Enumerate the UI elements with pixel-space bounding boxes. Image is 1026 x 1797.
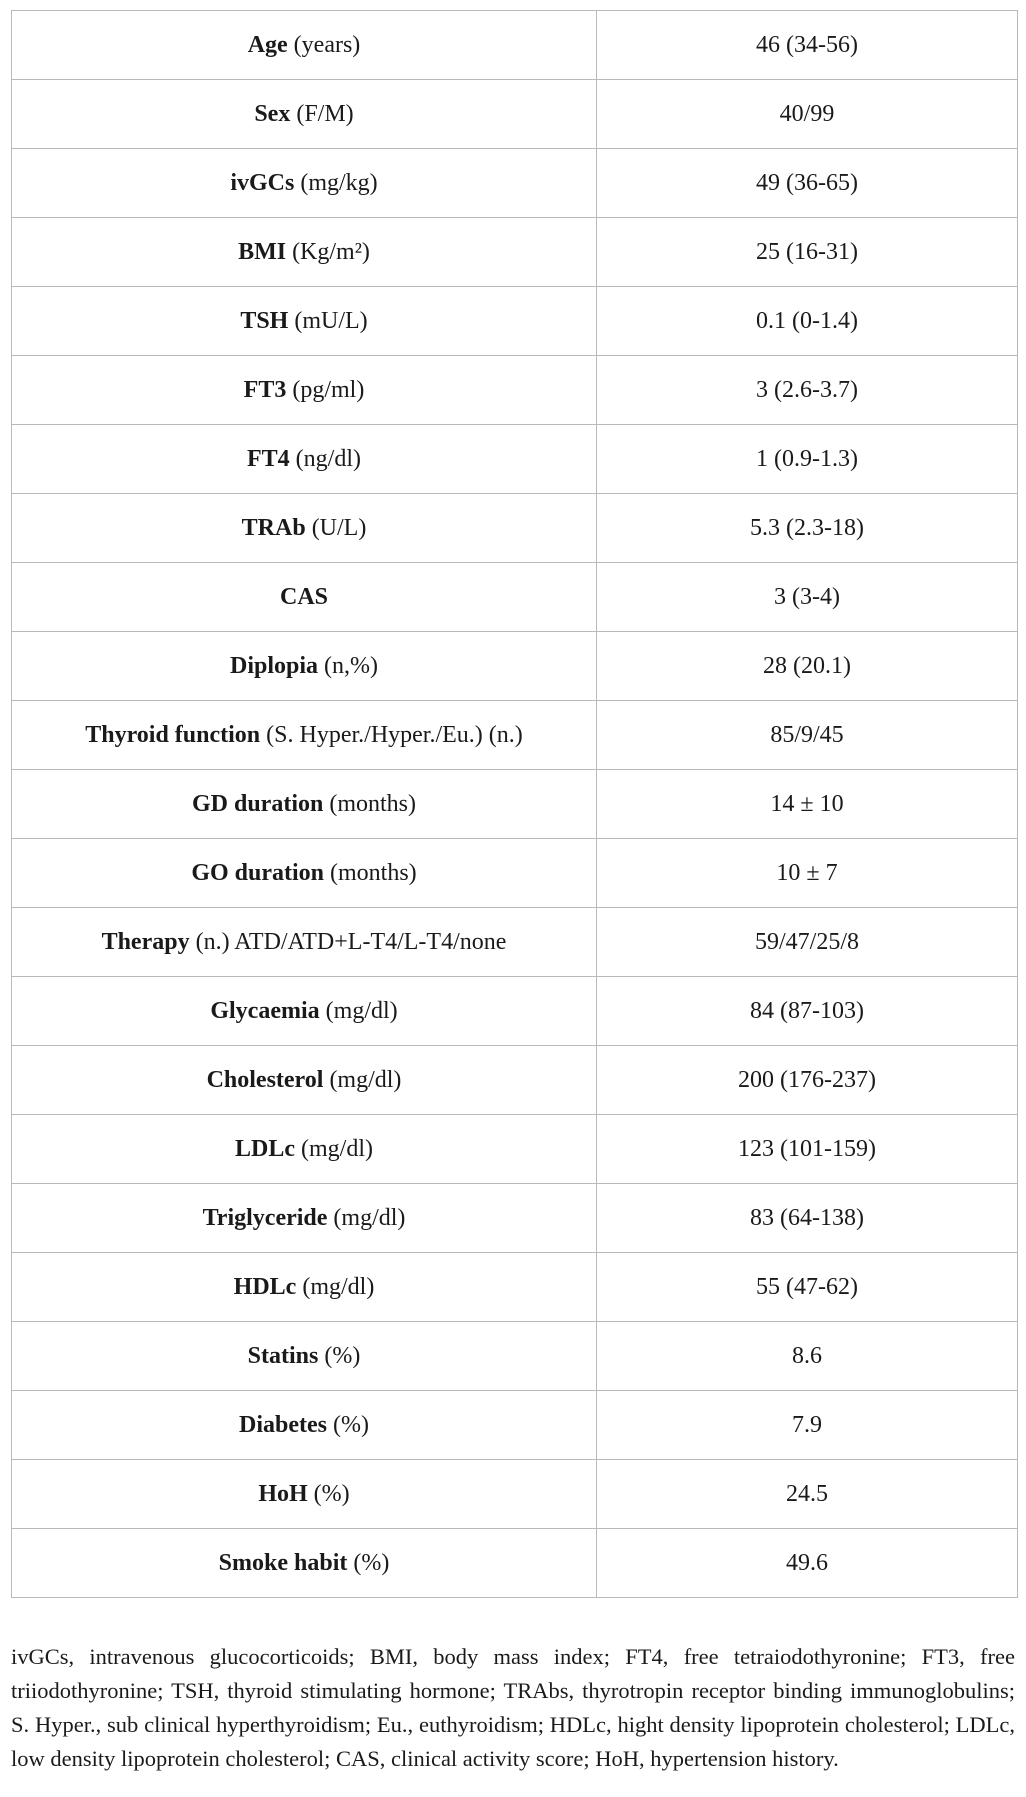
table-row xyxy=(12,1322,1018,1391)
row-label: ivGCs xyxy=(230,169,295,196)
table-row xyxy=(12,632,1018,701)
row-unit: (mg/dl) xyxy=(333,1204,406,1231)
row-label: CAS xyxy=(279,583,328,610)
row-label: Diabetes xyxy=(239,1411,327,1438)
row-value: 28 (20.1) xyxy=(597,632,1018,701)
table-row xyxy=(12,1184,1018,1253)
row-label-cell xyxy=(12,1115,597,1184)
table-row xyxy=(12,149,1018,218)
table-row xyxy=(12,1115,1018,1184)
row-value: 59/47/25/8 xyxy=(597,908,1018,977)
row-label: TSH xyxy=(240,307,289,334)
row-unit: (U/L) xyxy=(311,514,367,541)
table-row xyxy=(12,977,1018,1046)
row-label: Cholesterol xyxy=(206,1066,324,1093)
row-label: HDLc xyxy=(233,1273,297,1300)
row-label: GO duration xyxy=(191,859,325,886)
row-unit: (months) xyxy=(330,859,417,886)
row-label: Sex xyxy=(254,100,291,127)
table-footnote: ivGCs, intravenous glucocorticoids; BMI, body mass index; FT4, free tetraiodothyronine; FT3, free triiodothyronine; TSH, thyroid stimulating hormone; TRAbs, thyrotropin receptor binding immunoglobulins; S. Hyper., sub clinical hyperthyroidism; Eu., euthyroidism; HDLc, hight density lipoprotein cholesterol; LDLc, low density lipoprotein cholesterol; CAS, clinical activity score; HoH, hypertension history. xyxy=(11,1643,1015,1772)
row-unit: (mg/dl) xyxy=(302,1273,375,1300)
row-unit: (%) xyxy=(324,1342,361,1369)
row-label: HoH xyxy=(258,1480,308,1507)
row-value: 0.1 (0-1.4) xyxy=(597,287,1018,356)
row-value: 3 (2.6-3.7) xyxy=(597,356,1018,425)
row-unit: (mg/dl) xyxy=(301,1135,373,1162)
row-label: FT3 xyxy=(243,376,287,403)
row-value: 200 (176-237) xyxy=(597,1046,1018,1115)
row-label-cell xyxy=(12,563,597,632)
row-unit: (%) xyxy=(333,1411,369,1438)
table-row xyxy=(12,770,1018,839)
row-label-cell xyxy=(12,218,597,287)
row-value: 25 (16-31) xyxy=(597,218,1018,287)
row-label-cell xyxy=(12,1184,597,1253)
row-unit: (mg/dl) xyxy=(329,1066,402,1093)
table-row xyxy=(12,1046,1018,1115)
row-label-cell xyxy=(12,770,597,839)
row-unit: (n.) ATD/ATD+L-T4/L-T4/none xyxy=(195,928,507,955)
row-unit: (months) xyxy=(329,790,417,817)
row-value: 83 (64-138) xyxy=(597,1184,1018,1253)
row-unit: (mg/kg) xyxy=(300,169,378,196)
row-value: 3 (3-4) xyxy=(597,563,1018,632)
row-label: LDLc xyxy=(235,1135,295,1162)
row-value: 8.6 xyxy=(597,1322,1018,1391)
row-unit: (Kg/m²) xyxy=(292,238,370,265)
table-row xyxy=(12,356,1018,425)
row-value: 5.3 (2.3-18) xyxy=(597,494,1018,563)
table-row xyxy=(12,1253,1018,1322)
row-label: Triglyceride xyxy=(202,1204,328,1231)
table-row xyxy=(12,1460,1018,1529)
row-label-cell xyxy=(12,1529,597,1598)
row-value: 123 (101-159) xyxy=(597,1115,1018,1184)
row-unit: (years) xyxy=(293,31,361,58)
row-unit: (ng/dl) xyxy=(295,445,361,472)
row-label-cell xyxy=(12,80,597,149)
row-label-cell xyxy=(12,1046,597,1115)
clinical-characteristics-table xyxy=(11,10,1018,1598)
row-label-cell xyxy=(12,356,597,425)
row-value: 1 (0.9-1.3) xyxy=(597,425,1018,494)
table-row xyxy=(12,908,1018,977)
row-label-cell xyxy=(12,701,597,770)
table-row xyxy=(12,494,1018,563)
row-label-cell xyxy=(12,425,597,494)
row-unit: (F/M) xyxy=(296,100,354,127)
row-label: FT4 xyxy=(247,445,290,472)
row-value: 24.5 xyxy=(597,1460,1018,1529)
row-value: 55 (47-62) xyxy=(597,1253,1018,1322)
row-label: GD duration xyxy=(191,790,324,817)
row-value: 10 ± 7 xyxy=(597,839,1018,908)
row-label: Statins xyxy=(247,1342,319,1369)
table-row xyxy=(12,839,1018,908)
row-label: Smoke habit xyxy=(218,1549,348,1576)
table-row xyxy=(12,11,1018,80)
row-label-cell xyxy=(12,494,597,563)
row-label-cell xyxy=(12,11,597,80)
row-unit: (n,%) xyxy=(324,652,378,679)
row-unit: (%) xyxy=(313,1480,350,1507)
row-value: 85/9/45 xyxy=(597,701,1018,770)
row-value: 40/99 xyxy=(597,80,1018,149)
row-label: Glycaemia xyxy=(210,997,320,1024)
row-value: 49 (36-65) xyxy=(597,149,1018,218)
row-value: 84 (87-103) xyxy=(597,977,1018,1046)
table-row xyxy=(12,287,1018,356)
row-label: TRAb xyxy=(241,514,306,541)
row-label-cell xyxy=(12,1460,597,1529)
row-value: 46 (34-56) xyxy=(597,11,1018,80)
row-label: Diplopia xyxy=(229,652,319,679)
row-label: Therapy xyxy=(101,928,190,955)
row-unit: (%) xyxy=(353,1549,390,1576)
row-unit: (S. Hyper./Hyper./Eu.) (n.) xyxy=(266,721,523,748)
row-value: 49.6 xyxy=(597,1529,1018,1598)
row-label: Thyroid function xyxy=(85,721,261,748)
row-unit: (mU/L) xyxy=(294,307,368,334)
row-label-cell xyxy=(12,908,597,977)
row-label-cell xyxy=(12,287,597,356)
table-row xyxy=(12,425,1018,494)
table-row xyxy=(12,218,1018,287)
row-label-cell xyxy=(12,1322,597,1391)
row-label-cell xyxy=(12,839,597,908)
row-unit: (mg/dl) xyxy=(325,997,398,1024)
row-label-cell xyxy=(12,977,597,1046)
row-label-cell xyxy=(12,1253,597,1322)
row-label: Age xyxy=(247,31,288,58)
row-label-cell xyxy=(12,1391,597,1460)
table-row xyxy=(12,563,1018,632)
table-row xyxy=(12,1391,1018,1460)
row-value: 7.9 xyxy=(597,1391,1018,1460)
row-label: BMI xyxy=(238,238,287,265)
row-value: 14 ± 10 xyxy=(597,770,1018,839)
row-unit: (pg/ml) xyxy=(292,376,365,403)
row-label-cell xyxy=(12,149,597,218)
table-row xyxy=(12,1529,1018,1598)
table-row xyxy=(12,80,1018,149)
row-label-cell xyxy=(12,632,597,701)
table-row xyxy=(12,701,1018,770)
